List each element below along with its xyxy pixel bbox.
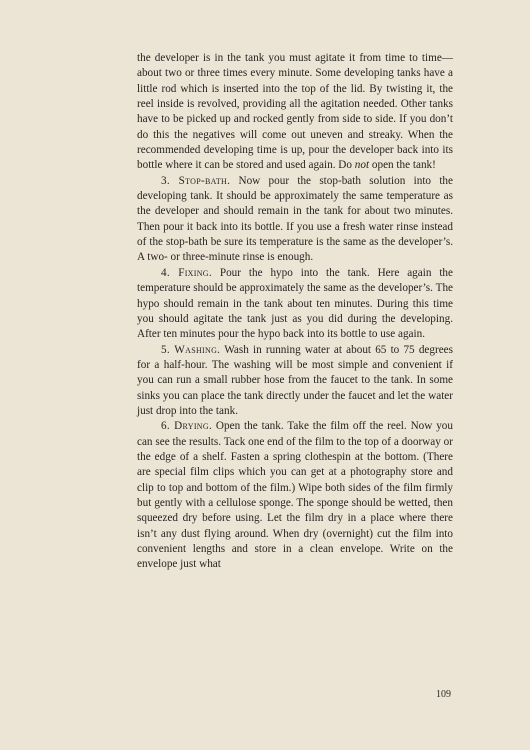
step-heading-stop-bath: 3. Stop-bath. <box>161 174 231 187</box>
body-text <box>137 51 453 573</box>
paragraph-drying <box>137 419 453 572</box>
paragraph-text: Wash in running water at about 65 to 75 degrees for a half-hour. The washing will be most simple and convenient if you can run a small rubber hose from the faucet to the tank. In some sinks you can place the tank directly under the faucet and let the water just drop into the tank. <box>137 343 453 417</box>
paragraph-text: open the tank! <box>369 159 436 172</box>
paragraph-text: Open the tank. Take the film off the reel. Now you can see the results. Tack one end of the film to the top of a doorway or the edge of a shelf. Fasten a spring clothespin at the bottom. (There are special film clips which you can get at a photography store and clip to top and bottom of the film.) Wipe both sides of the film firmly but gently with a cellulose sponge. The sponge should be wetted, then squeezed dry before using. Let the film dry in a place where there isn’t any dust flying around. When dry (overnight) cut the film into convenient lengths and store in a clean envelope. Write on the envelope just what <box>137 420 453 571</box>
paragraph-fixing <box>137 266 453 343</box>
paragraph-text: Now pour the stop-bath solution into the developing tank. It should be approximately the same temperature as the developer and should remain in the tank for about two minutes. Then pour it back into its bottle. If you use a fresh water rinse instead of the stop-bath be sure its temperature is the same as the developer’s. A two- or three-minute rinse is enough. <box>137 174 453 264</box>
page-number: 109 <box>436 689 451 700</box>
step-heading-fixing: 4. Fixing. <box>161 266 212 279</box>
paragraph-continuation <box>137 51 453 174</box>
emphasis-not: not <box>354 159 370 172</box>
step-heading-drying: 6. Drying. <box>161 420 213 433</box>
step-heading-washing: 5. Washing. <box>161 343 221 356</box>
paragraph-text: the developer is in the tank you must agitate it from time to time—about two or three times every minute. Some developing tanks have a little rod which is inserted into the top of the lid. By twisting it, the reel inside is revolved, providing all the agitation needed. Other tanks have to be picked up and rocked gently from side to side. If you don’t do this the negatives will come out uneven and streaky. When the recommended developing time is up, pour the developer back into its bottle where it can be stored and used again. Do <box>137 52 453 172</box>
paragraph-text: Pour the hypo into the tank. Here again the temperature should be approximately the same as the developer’s. The hypo should remain in the tank about ten minutes. During this time you should agitate the tank just as you did during the developing. After ten minutes pour the hypo back into its bottle to use again. <box>137 266 453 341</box>
paragraph-washing <box>137 343 453 420</box>
paragraph-stop-bath <box>137 174 453 266</box>
